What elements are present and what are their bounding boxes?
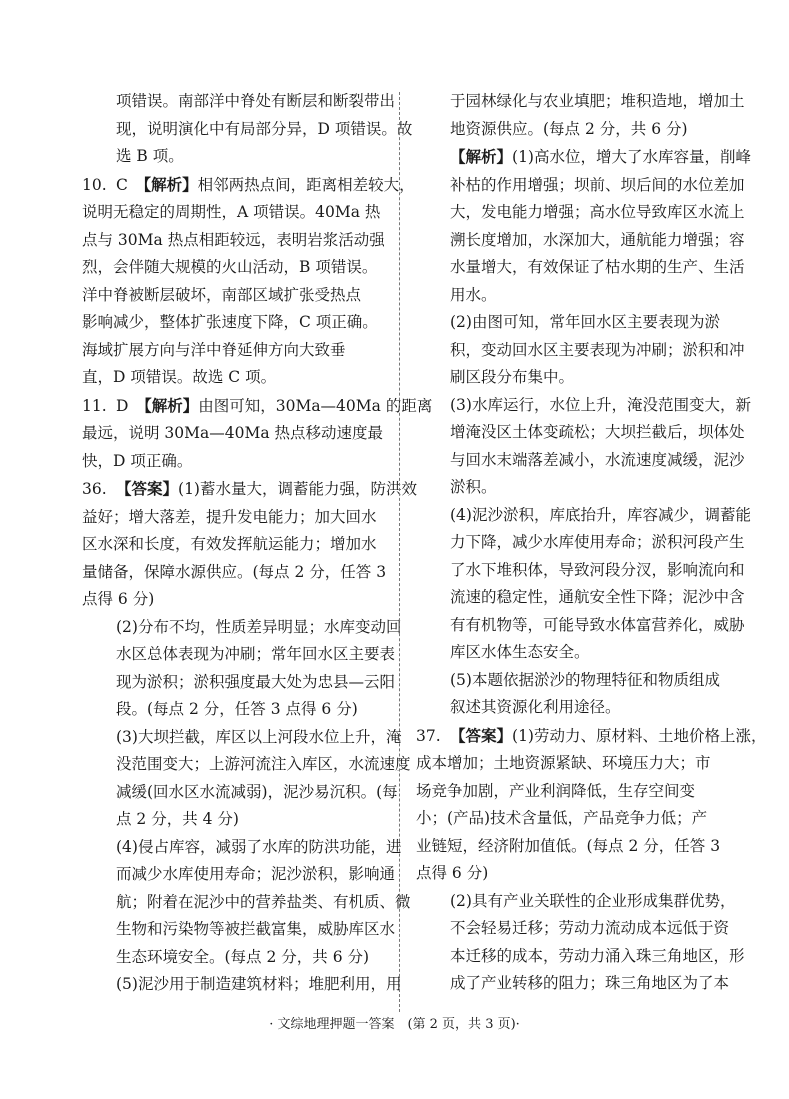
q36-answer bbox=[82, 475, 417, 614]
text-line: 了水下堆积体，导致河段分汊，影响流向和 bbox=[450, 560, 745, 579]
text-line: 于园林绿化与农业填肥；堆积造地，增加土 bbox=[450, 92, 745, 110]
text-line: 淤积。 bbox=[450, 478, 497, 496]
question-number: 10. bbox=[82, 175, 107, 194]
text-line: 相邻两热点间，距离相差较大， bbox=[197, 175, 415, 194]
q36-part-2 bbox=[82, 614, 402, 724]
q36-part-5-cont bbox=[416, 88, 745, 143]
text-line: 生态环境安全。(每点 2 分，共 6 分) bbox=[116, 947, 370, 966]
q36-analysis-part-5 bbox=[416, 667, 723, 722]
text-line: 成本增加；土地资源紧缺、环境压力大；市 bbox=[416, 754, 711, 772]
text-line: (3)水库运行，水位上升，淹没范围变大，新 bbox=[450, 395, 751, 414]
q9-tail bbox=[82, 88, 413, 171]
answer-choice: D bbox=[116, 396, 129, 415]
text-line: 快，D 项正确。 bbox=[82, 451, 193, 470]
text-line: 业链短，经济附加值低。(每点 2 分，任答 3 bbox=[416, 836, 721, 855]
text-line: 场竞争加剧，产业利润降低，生存空间变 bbox=[416, 781, 696, 800]
question-number: 36. bbox=[82, 480, 107, 498]
text-line: 地资源供应。(每点 2 分，共 6 分) bbox=[450, 119, 688, 138]
text-line: 洋中脊被断层破坏，南部区域扩张受热点 bbox=[82, 285, 362, 304]
text-line: 点与 30Ma 热点相距较远，表明岩浆活动强 bbox=[82, 230, 385, 249]
text-line: (4)泥沙淤积，库底抬升，库容减少，调蓄能 bbox=[450, 505, 751, 524]
q11-answer bbox=[82, 392, 433, 476]
text-line: (3)大坝拦截，库区以上河段水位上升，淹 bbox=[116, 727, 402, 746]
text-line: 减缓(回水区水流减弱)，泥沙易沉积。(每 bbox=[116, 782, 398, 801]
text-line: 流速的稳定性，通航安全性下降；泥沙中含 bbox=[450, 588, 745, 606]
q36-analysis-part-4 bbox=[416, 502, 751, 667]
text-line: 积，变动回水区主要表现为冲刷；淤积和冲 bbox=[450, 340, 745, 359]
analysis-tag: 【解析】 bbox=[450, 147, 513, 166]
text-line: 补枯的作用增强；坝前、坝后间的水位差加 bbox=[450, 175, 745, 194]
q36-analysis-part-3 bbox=[416, 392, 751, 502]
text-line: 益好；增大落差，提升发电能力；加大回水 bbox=[82, 507, 377, 526]
text-line: (2)具有产业关联性的企业形成集群优势， bbox=[450, 891, 736, 910]
text-line: 溯长度增加，水深加大，通航能力增强；容 bbox=[450, 230, 745, 249]
text-line: (5)泥沙用于制造建筑材料；堆肥利用，用 bbox=[116, 975, 402, 993]
text-line: 刷区段分布集中。 bbox=[450, 368, 575, 386]
answer-tag: 【答案】 bbox=[450, 725, 513, 745]
text-line: 点得 6 分) bbox=[82, 590, 155, 608]
answer-tag: 【答案】 bbox=[116, 479, 179, 498]
text-line: 最远，说明 30Ma—40Ma 热点移动速度最 bbox=[82, 424, 384, 442]
q36-analysis bbox=[416, 143, 751, 309]
text-line: 海域扩展方向与洋中脊延伸方向大致垂 bbox=[82, 340, 346, 359]
text-line: 点得 6 分) bbox=[416, 864, 489, 882]
text-line: (2)分布不均，性质差异明显；水库变动回 bbox=[116, 617, 402, 636]
q37-answer bbox=[416, 722, 767, 888]
text-line: (1)劳动力、原材料、土地价格上涨， bbox=[512, 726, 767, 745]
q36-part-5 bbox=[82, 971, 402, 999]
text-line: 有有机物等，可能导致水体富营养化，威胁 bbox=[450, 615, 745, 634]
text-line: 水区总体表现为冲刷；常年回水区主要表 bbox=[116, 645, 396, 663]
analysis-tag: 【解析】 bbox=[143, 395, 199, 415]
q36-analysis-part-2 bbox=[416, 309, 745, 392]
text-line: 不会轻易迁移；劳动力流动成本远低于资 bbox=[450, 919, 730, 937]
text-line: 水量增大，有效保证了枯水期的生产、生活 bbox=[450, 258, 745, 276]
text-line: 用水。 bbox=[450, 285, 497, 304]
text-line: 大，发电能力增强；高水位导致库区水流上 bbox=[450, 203, 745, 221]
text-line: 点 2 分，共 4 分) bbox=[116, 810, 239, 828]
right-column bbox=[416, 88, 767, 998]
text-line: 本迁移的成本，劳动力涌入珠三角地区，形 bbox=[450, 946, 745, 965]
answer-choice: C bbox=[116, 175, 128, 194]
text-line: 说明无稳定的周期性，A 项错误。40Ma 热 bbox=[82, 203, 381, 221]
q36-part-3 bbox=[82, 724, 411, 834]
text-line: 量储备，保障水源供应。(每点 2 分，任答 3 bbox=[82, 562, 387, 581]
q37-part-2 bbox=[416, 888, 745, 998]
text-line: 现为淤积；淤积强度最大处为忠县—云阳 bbox=[116, 672, 396, 691]
text-line: (1)高水位，增大了水库容量，削峰 bbox=[512, 148, 751, 166]
analysis-tag: 【解析】 bbox=[143, 174, 198, 194]
text-line: 生物和污染物等被拦截富集，威胁库区水 bbox=[116, 920, 396, 938]
text-line: 航；附着在泥沙中的营养盐类、有机质、微 bbox=[116, 892, 411, 911]
text-line: (2)由图可知，常年回水区主要表现为淤 bbox=[450, 313, 720, 331]
text-line: 而减少水库使用寿命；泥沙淤积，影响通 bbox=[116, 865, 396, 883]
text-line: 选 B 项。 bbox=[116, 147, 184, 165]
text-line: 库区水体生态安全。 bbox=[450, 643, 590, 661]
column-divider bbox=[399, 92, 400, 1012]
text-line: 烈，会伴随大规模的火山活动，B 项错误。 bbox=[82, 258, 378, 276]
text-line: (4)侵占库容，减弱了水库的防洪功能，进 bbox=[116, 837, 402, 856]
page-footer: · 文综地理押题一答案 (第 2 页，共 3 页)· bbox=[269, 1017, 520, 1032]
text-line: 叙述其资源化利用途径。 bbox=[450, 698, 621, 716]
text-line: 直，D 项错误。故选 C 项。 bbox=[82, 368, 277, 386]
q10-answer bbox=[82, 171, 415, 392]
question-number: 37. bbox=[416, 726, 441, 745]
text-line: 与回水末端落差减小，水流速度减缓，泥沙 bbox=[450, 450, 745, 469]
text-line: (5)本题依据淤沙的物理特征和物质组成 bbox=[450, 670, 720, 689]
text-line: 没范围变大；上游河流注入库区，水流速度 bbox=[116, 755, 411, 773]
text-line: (1)蓄水量大，调蓄能力强，防洪效 bbox=[178, 480, 417, 498]
text-line: 增淹没区土体变疏松；大坝拦截后，坝体处 bbox=[450, 423, 745, 441]
text-line: 项错误。南部洋中脊处有断层和断裂带出 bbox=[116, 92, 396, 110]
text-line: 段。(每点 2 分，任答 3 点得 6 分) bbox=[116, 700, 358, 718]
text-line: 由图可知，30Ma—40Ma 的距离 bbox=[198, 396, 433, 415]
text-line: 成了产业转移的阻力；珠三角地区为了本 bbox=[450, 974, 730, 992]
text-line: 区水深和长度，有效发挥航运能力；增加水 bbox=[82, 535, 377, 553]
q36-part-4 bbox=[82, 834, 411, 972]
text-line: 影响减少，整体扩张速度下降，C 项正确。 bbox=[82, 313, 378, 331]
text-line: 力下降，减少水库使用寿命；淤积河段产生 bbox=[450, 533, 745, 551]
question-number: 11. bbox=[82, 396, 107, 415]
text-line: 小；(产品)技术含量低，产品竞争力低；产 bbox=[416, 809, 708, 827]
text-line: 现，说明演化中有局部分异，D 项错误。故 bbox=[116, 119, 413, 138]
